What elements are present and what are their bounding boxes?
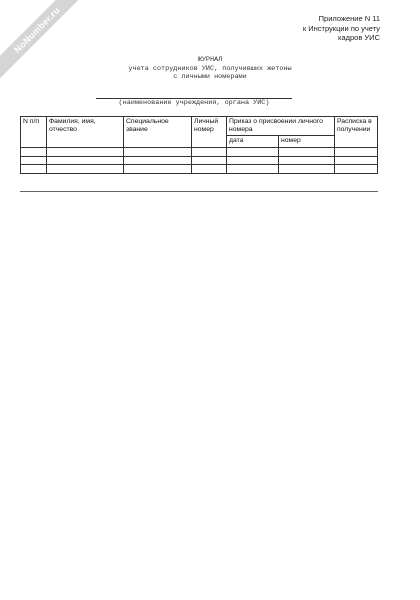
table-row	[21, 165, 378, 174]
header-cell-receipt: Расписка в получении	[335, 117, 378, 148]
appendix-note	[303, 14, 380, 43]
appendix-line-2: к Инструкции по учету	[302, 23, 380, 33]
header-cell-full-name: Фамилия, имя, отчество	[47, 117, 124, 148]
table-cell	[279, 165, 335, 174]
header-cell-personal-number: Личный номер	[192, 117, 227, 148]
table-cell	[21, 165, 47, 174]
header-cell-rank: Специальное звание	[124, 117, 192, 148]
table-cell	[21, 156, 47, 165]
table-cell	[335, 165, 378, 174]
watermark-text: NoNumber.ru	[12, 5, 62, 55]
title-line-2: учета сотрудников УИС, получивших жетоны	[128, 64, 292, 73]
table-cell	[227, 165, 279, 174]
appendix-line-1: Приложение N 11	[318, 14, 380, 23]
table-cell	[192, 165, 227, 174]
title-line-3: с личными номерами	[173, 73, 247, 82]
appendix-line-3: кадров УИС	[338, 33, 380, 42]
journal-title	[0, 56, 420, 82]
table-cell	[335, 148, 378, 157]
table-cell	[279, 148, 335, 157]
table-cell	[47, 156, 124, 165]
header-cell-order: Приказ о присвоении личного номера	[227, 117, 335, 136]
header-cell-number: N п/п	[21, 117, 47, 148]
table-cell	[47, 148, 124, 157]
page-divider	[20, 191, 378, 192]
table-cell	[124, 148, 192, 157]
table-cell	[227, 156, 279, 165]
header-cell-order-number: номер	[279, 136, 335, 148]
table-cell	[21, 148, 47, 157]
table-row	[21, 148, 378, 157]
title-line-1: ЖУРНАЛ	[197, 56, 223, 64]
table-cell	[192, 156, 227, 165]
table-header-row	[21, 117, 378, 136]
journal-table	[20, 116, 378, 174]
table-cell	[335, 156, 378, 165]
header-cell-order-date: дата	[227, 136, 279, 148]
organization-caption: (наименование учреждения, органа УИС)	[118, 99, 270, 107]
table-cell	[47, 165, 124, 174]
table-cell	[124, 156, 192, 165]
table-cell	[227, 148, 279, 157]
table-cell	[192, 148, 227, 157]
table-row	[21, 156, 378, 165]
table-cell	[279, 156, 335, 165]
table-cell	[124, 165, 192, 174]
